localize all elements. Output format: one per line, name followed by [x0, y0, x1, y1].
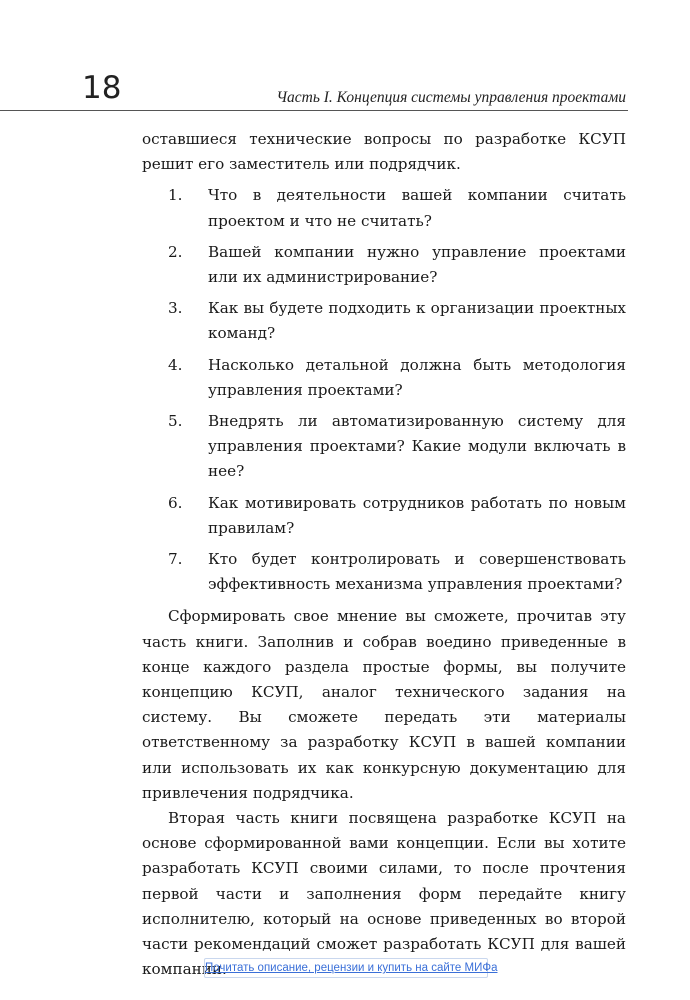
- list-item-text: Вашей компании нужно управление проектами или их администрирование?: [208, 242, 626, 287]
- buy-book-link[interactable]: Почитать описание, рецензии и купить на сайте МИФа: [204, 958, 488, 978]
- running-title: Часть I. Концепция системы управления проектами: [276, 89, 626, 106]
- list-item-number: 1.: [168, 186, 183, 205]
- page-number: 18: [82, 70, 122, 106]
- header-divider: [0, 110, 628, 111]
- list-item-text: Внедрять ли автоматизированную систему для управления проектами? Какие модули включать в нее?: [208, 412, 626, 481]
- list-item-text: Кто будет контролировать и совершенствовать эффективность механизма управления проектами?: [208, 550, 626, 594]
- list-item-number: 2.: [168, 242, 183, 261]
- list-item-text: Насколько детальной должна быть методология управления проектами?: [208, 355, 626, 399]
- body-paragraph-2: Вторая часть книги посвящена разработке КСУП на основе сформированной вами концепции. Если вы хотите разработать КСУП своими силами, то после прочтения первой части и заполнения форм передайте книгу исполнителю, который на основе приведенных во второй части рекомендаций сможет разработать КСУП для вашей компании.: [142, 809, 626, 979]
- list-item-number: 6.: [168, 493, 183, 512]
- body-paragraph-1: Сформировать свое мнение вы сможете, прочитав эту часть книги. Заполнив и собрав воедино приведенные в конце каждого раздела простые формы, вы получите концепцию КСУП, аналог технического задания на систему. Вы сможете передать эти материалы ответственному за разработку КСУП в вашей компании или использовать их как конкурсную документацию для привлечения подрядчика.: [142, 607, 626, 802]
- list-item: [142, 491, 626, 541]
- intro-paragraph: оставшиеся технические вопросы по разработке КСУП решит его заместитель или подрядчик.: [142, 130, 626, 174]
- list-item: [142, 409, 626, 485]
- page-body: [142, 127, 626, 983]
- list-item: [142, 547, 626, 597]
- list-item-number: 5.: [168, 412, 183, 431]
- list-item: [142, 353, 626, 403]
- list-item: [142, 240, 626, 290]
- list-item: [142, 183, 626, 233]
- list-item-number: 7.: [168, 550, 183, 569]
- list-item-number: 3.: [168, 299, 183, 318]
- list-item-text: Как мотивировать сотрудников работать по новым правилам?: [208, 493, 626, 537]
- questions-list: [142, 183, 626, 597]
- list-item: [142, 296, 626, 346]
- list-item-text: Как вы будете подходить к организации проектных команд?: [208, 299, 626, 343]
- list-item-text: Что в деятельности вашей компании считать проектом и что не считать?: [208, 186, 626, 230]
- list-item-number: 4.: [168, 355, 183, 374]
